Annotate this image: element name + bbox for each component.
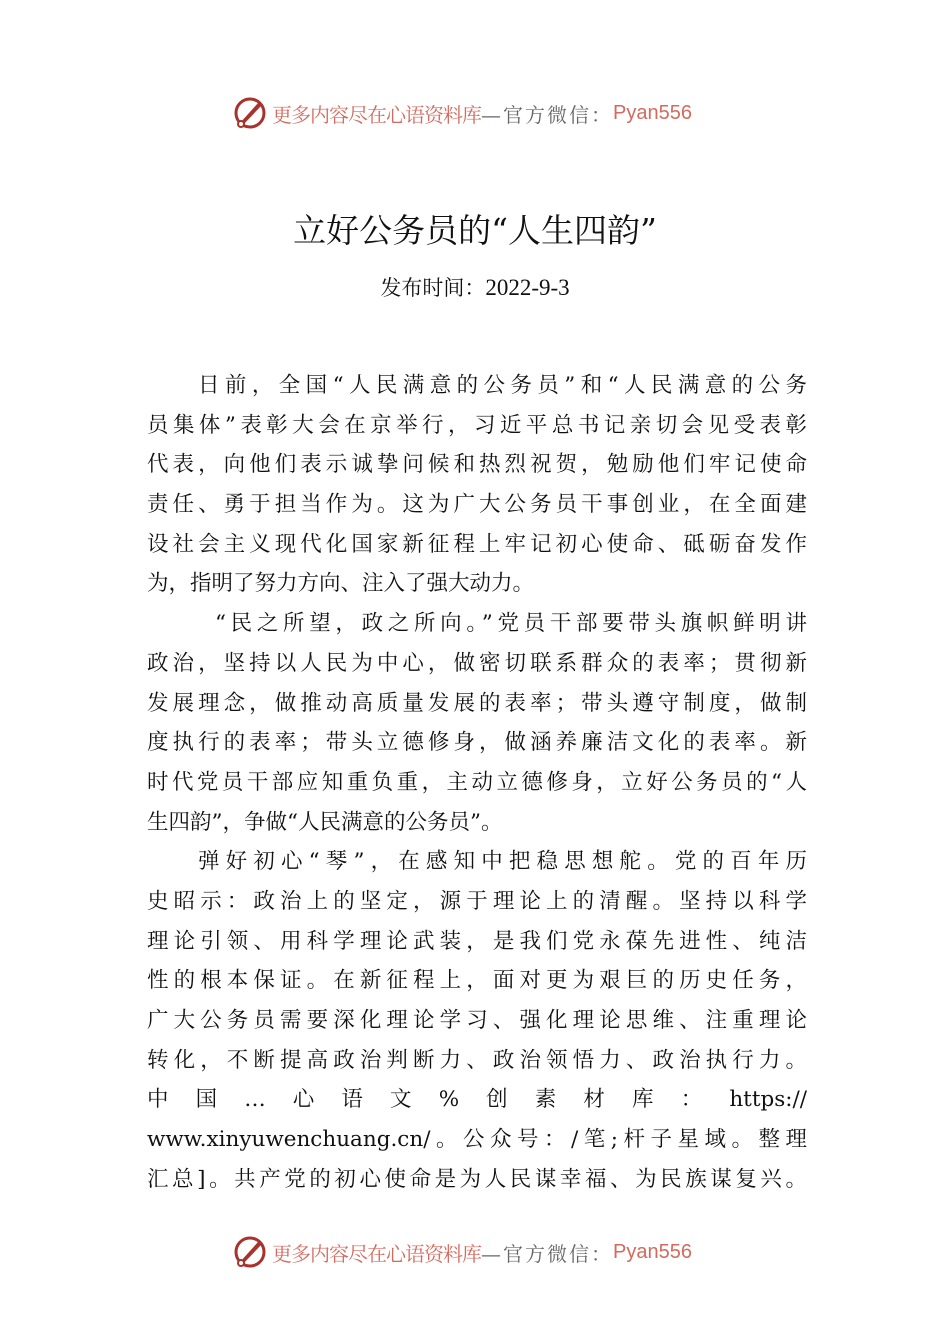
watermark-separator: —官方微信： [481,102,613,127]
pen-logo-icon [232,1234,268,1270]
text-line: 为，指明了努力方向、注入了强大动力。 [147,571,535,597]
watermark-wechat-id: Pyan556 [613,101,692,124]
text-line: 理论引领、用科学理论武装，是我们党永葆先进性、纯洁 [147,928,807,954]
header-watermark [232,95,692,131]
watermark-wechat-id: Pyan556 [613,1240,692,1263]
text-line: www.xinyuwenchuang.cn/。公众号：/笔;杆子星域。整理 [147,1127,807,1153]
text-line: 性的根本保证。在新征程上，面对更为艰巨的历史任务， [147,968,807,994]
text-line: 弹好初心“琴”，在感知中把稳思想舵。党的百年历 [198,849,807,875]
publish-date [0,272,950,302]
text-line: 中 国 … 心 语 文 % 创 素 材 库 ： https:// [147,1087,807,1113]
text-line: 度执行的表率；带头立德修身，做涵养廉洁文化的表率。新 [147,730,807,756]
text-line: 责任、勇于担当作为。这为广大公务员干事创业，在全面建 [147,492,807,518]
text-line: 史昭示：政治上的坚定，源于理论上的清醒。坚持以科学 [147,888,807,914]
pen-logo-icon [232,95,268,131]
footer-watermark [232,1234,692,1270]
page-title: 立好公务员的“人生四韵” [293,211,657,250]
text-line: 政治，坚持以人民为中心，做密切联系群众的表率；贯彻新 [147,650,807,676]
watermark-text: 更多内容尽在心语资料库 [272,1241,481,1266]
watermark-separator: —官方微信： [481,1241,613,1266]
text-line: 发展理念，做推动高质量发展的表率；带头遵守制度，做制 [147,690,807,716]
text-line: 时代党员干部应知重负重，主动立德修身，立好公务员的“人 [147,769,807,795]
watermark-text: 更多内容尽在心语资料库 [272,102,481,127]
text-line: 代表，向他们表示诚挚问候和热烈祝贺，勉励他们牢记使命 [147,452,807,478]
text-line: 日前，全国“人民满意的公务员”和“人民满意的公务 [198,373,807,398]
text-line: 生四韵”，争做“人民满意的公务员”。 [147,809,503,835]
text-line: 转化，不断提高政治判断力、政治领悟力、政治执行力。 [147,1047,807,1073]
text-line: 设社会主义现代化国家新征程上牢记初心使命、砥砺奋发作 [147,531,807,557]
text-line: 汇总]。共产党的初心使命是为人民谋幸福、为民族谋复兴。 [147,1166,807,1192]
date-value: 2022-9-3 [485,275,570,300]
text-line: 员集体”表彰大会在京举行，习近平总书记亲切会见受表彰 [147,412,807,438]
text-line: 广大公务员需要深化理论学习、强化理论思维、注重理论 [147,1008,807,1033]
article-body [147,370,807,1203]
date-label: 发布时间： [380,276,486,300]
text-line: “民之所望，政之所向。”党员干部要带头旗帜鲜明讲 [215,611,807,637]
